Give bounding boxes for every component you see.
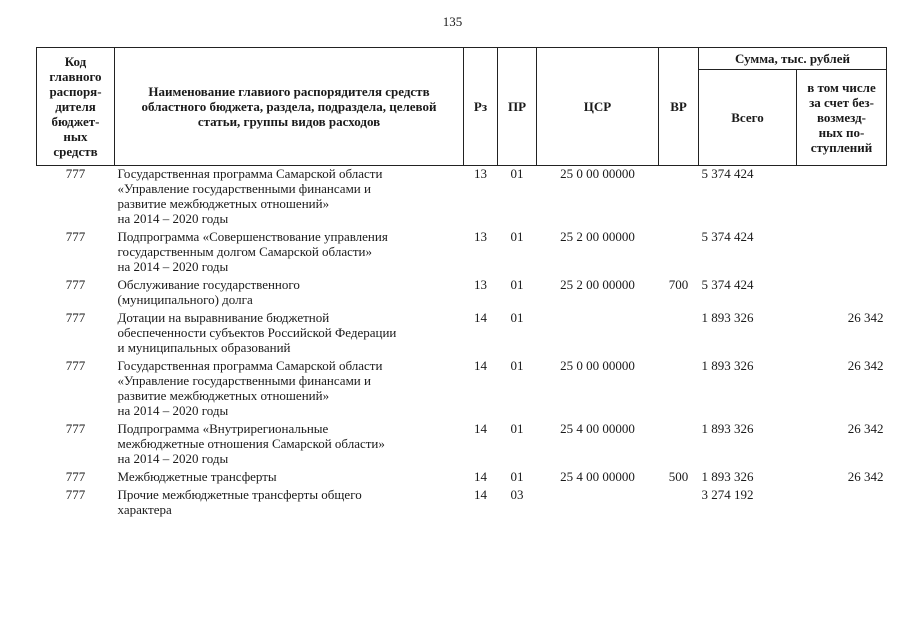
table-body xyxy=(37,166,887,520)
cell-code: 777 xyxy=(65,277,86,292)
name-line: обеспеченности субъектов Российской Федерации xyxy=(117,325,397,340)
cell-total: 3 274 192 xyxy=(701,487,754,502)
cell-csr: 25 0 00 00000 xyxy=(560,166,635,181)
cell-pr: 01 xyxy=(510,469,524,484)
cell-name xyxy=(115,486,464,519)
cell-total: 5 374 424 xyxy=(701,277,754,292)
table-header xyxy=(37,48,887,166)
header-csr: ЦСР xyxy=(537,48,659,166)
table-row xyxy=(37,468,887,486)
cell-csr: 25 0 00 00000 xyxy=(560,358,635,373)
cell-free-receipts xyxy=(797,486,887,519)
header-name: Наименование главиого распорядителя средств областного бюджета, раздела, подраздела, целевой статьи, группы видов расходов xyxy=(115,48,464,166)
cell-vr xyxy=(659,166,699,229)
cell-free-receipts: 26 342 xyxy=(847,310,884,325)
cell-vr xyxy=(659,486,699,519)
cell-pr: 01 xyxy=(510,229,524,244)
name-line: государственным долгом Самарской области» xyxy=(117,244,373,259)
name-line: Государственная программа Самарской области xyxy=(117,166,383,181)
cell-total: 5 374 424 xyxy=(701,166,754,181)
cell-rz: 14 xyxy=(474,469,487,484)
cell-total: 1 893 326 xyxy=(701,421,754,436)
cell-pr: 01 xyxy=(510,277,524,292)
name-line: на 2014 – 2020 годы xyxy=(117,403,229,418)
table-row xyxy=(37,309,887,357)
cell-rz: 13 xyxy=(474,277,487,292)
cell-csr: 25 2 00 00000 xyxy=(560,229,635,244)
name-line: на 2014 – 2020 годы xyxy=(117,451,229,466)
header-rz: Рз xyxy=(464,48,498,166)
cell-rz: 14 xyxy=(474,310,487,325)
cell-free-receipts xyxy=(797,276,887,309)
cell-total: 5 374 424 xyxy=(701,229,754,244)
name-line: и муниципальных образований xyxy=(117,340,291,355)
cell-code: 777 xyxy=(65,421,86,436)
cell-pr: 03 xyxy=(510,487,524,502)
cell-free-receipts: 26 342 xyxy=(847,421,884,436)
cell-rz: 14 xyxy=(474,421,487,436)
cell-vr xyxy=(659,228,699,276)
cell-rz: 13 xyxy=(474,166,487,181)
cell-code: 777 xyxy=(65,310,86,325)
cell-code: 777 xyxy=(65,487,86,502)
cell-vr: 500 xyxy=(668,469,689,484)
name-line: (муниципального) долга xyxy=(117,292,253,307)
cell-rz: 14 xyxy=(474,358,487,373)
name-line: межбюджетные отношения Самарской области» xyxy=(117,436,385,451)
cell-csr: 25 2 00 00000 xyxy=(560,277,635,292)
cell-vr: 700 xyxy=(668,277,689,292)
cell-name xyxy=(115,166,464,229)
header-code: Код главного распоря-дителя бюджет-ных средств xyxy=(37,48,115,166)
cell-code: 777 xyxy=(65,166,86,181)
cell-vr xyxy=(659,357,699,420)
name-line: «Управление государственными финансами и xyxy=(117,181,371,196)
cell-total: 1 893 326 xyxy=(701,358,754,373)
name-line: Подпрограмма «Совершенствование управления xyxy=(117,229,388,244)
table-row xyxy=(37,420,887,468)
name-line: на 2014 – 2020 годы xyxy=(117,259,229,274)
cell-code: 777 xyxy=(65,358,86,373)
header-sum-group: Сумма, тыс. рублей xyxy=(699,48,887,70)
table-row xyxy=(37,276,887,309)
cell-name xyxy=(115,309,464,357)
name-line: Государственная программа Самарской области xyxy=(117,358,383,373)
name-line: Межбюджетные трансферты xyxy=(117,469,277,484)
cell-vr xyxy=(659,420,699,468)
cell-rz: 13 xyxy=(474,229,487,244)
cell-free-receipts: 26 342 xyxy=(847,358,884,373)
name-line: на 2014 – 2020 годы xyxy=(117,211,229,226)
name-line: характера xyxy=(117,502,172,517)
cell-name xyxy=(115,228,464,276)
header-pr: ПР xyxy=(498,48,537,166)
header-vr: ВР xyxy=(659,48,699,166)
header-total: Всего xyxy=(699,70,797,166)
name-line: Дотации на выравнивание бюджетной xyxy=(117,310,330,325)
cell-vr xyxy=(659,309,699,357)
table-row xyxy=(37,166,887,229)
cell-free-receipts xyxy=(797,228,887,276)
cell-pr: 01 xyxy=(510,166,524,181)
cell-pr: 01 xyxy=(510,421,524,436)
cell-csr: 25 4 00 00000 xyxy=(560,421,635,436)
cell-code: 777 xyxy=(65,229,86,244)
page-number: 135 xyxy=(442,14,463,29)
cell-csr: 25 4 00 00000 xyxy=(560,469,635,484)
cell-total: 1 893 326 xyxy=(701,310,754,325)
cell-pr: 01 xyxy=(510,310,524,325)
table-row xyxy=(37,357,887,420)
name-line: Прочие межбюджетные трансферты общего xyxy=(117,487,362,502)
name-line: Подпрограмма «Внутрирегиональные xyxy=(117,421,329,436)
cell-name xyxy=(115,468,464,486)
cell-name xyxy=(115,420,464,468)
cell-csr xyxy=(537,486,659,519)
cell-total: 1 893 326 xyxy=(701,469,754,484)
header-free-receipts: в том числе за счет без-возмезд-ных по-ступлений xyxy=(797,70,887,166)
name-line: развитие межбюджетных отношений» xyxy=(117,196,330,211)
cell-free-receipts xyxy=(797,166,887,229)
name-line: «Управление государственными финансами и xyxy=(117,373,371,388)
cell-rz: 14 xyxy=(474,487,487,502)
budget-table xyxy=(36,47,887,519)
cell-free-receipts: 26 342 xyxy=(847,469,884,484)
name-line: развитие межбюджетных отношений» xyxy=(117,388,330,403)
cell-code: 777 xyxy=(65,469,86,484)
table-row xyxy=(37,228,887,276)
table-row xyxy=(37,486,887,519)
cell-name xyxy=(115,276,464,309)
cell-csr xyxy=(537,309,659,357)
name-line: Обслуживание государственного xyxy=(117,277,300,292)
cell-name xyxy=(115,357,464,420)
cell-pr: 01 xyxy=(510,358,524,373)
